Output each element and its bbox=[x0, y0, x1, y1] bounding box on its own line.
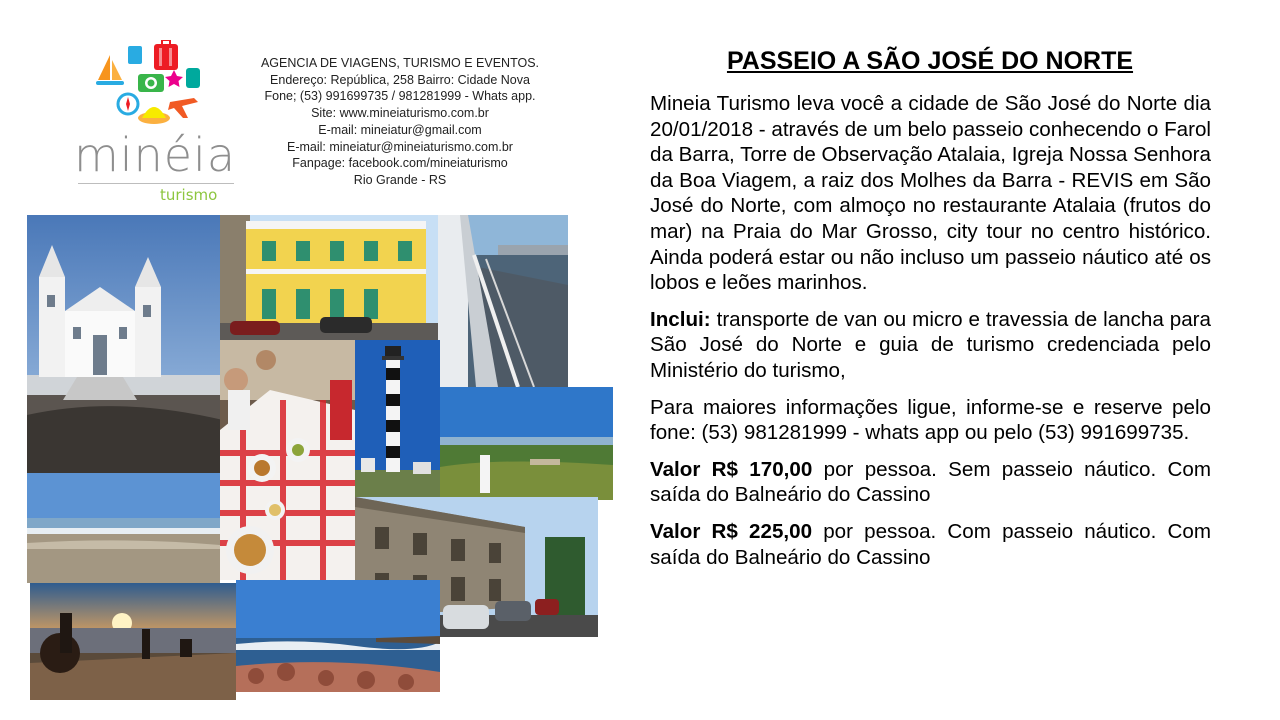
includes-paragraph bbox=[650, 307, 1211, 384]
company-logo bbox=[70, 40, 245, 210]
sunset-fishing-photo bbox=[30, 583, 236, 700]
agency-address: Endereço: República, 258 Bairro: Cidade Nova bbox=[270, 72, 530, 87]
agency-info bbox=[240, 55, 560, 189]
price-1-label: Valor R$ 170,00 bbox=[650, 457, 813, 481]
price-2-text: por pessoa. Com passeio náutico. Com saída do Balneário do Cassino bbox=[650, 519, 1212, 569]
lighthouse-photo bbox=[355, 340, 440, 497]
agency-fanpage[interactable]: Fanpage: facebook.com/mineiaturismo bbox=[292, 156, 508, 171]
includes-text: transporte de van ou micro e travessia de lancha para São José do Norte e guia de turismo credenciada pelo Ministério do turismo, bbox=[650, 307, 1211, 382]
logo-wordmark: minéia bbox=[74, 128, 237, 182]
agency-email[interactable]: E-mail: mineiatur@gmail.com bbox=[318, 122, 482, 137]
price-paragraph-1 bbox=[650, 457, 1211, 508]
observation-view-photo bbox=[440, 387, 613, 500]
logo-subtitle: turismo bbox=[160, 186, 218, 204]
agency-line: AGENCIA DE VIAGENS, TURISMO E EVENTOS. bbox=[260, 56, 540, 70]
page-title: PASSEIO A SÃO JOSÉ DO NORTE bbox=[726, 47, 1134, 75]
logo-divider bbox=[78, 183, 234, 184]
intro-paragraph: Mineia Turismo leva você a cidade de São José do Norte dia 20/01/2018 - através de um belo passeio conhecendo o Farol da Barra, Torre de Observação Atalaia, Igreja Nossa Senhora da Boa Viagem, a raiz dos Molhes da Barra - REVIS em São José do Norte, com almoço no restaurante Atalaia (frutos do mar) na Praia do Mar Grosso, city tour no centro histórico. Ainda poderá estar ou não incluso um passeio náutico até os lobos e leões marinhos. bbox=[650, 92, 1211, 295]
ferry-deck-photo bbox=[438, 215, 568, 387]
agency-phone: Fone; (53) 991699735 / 981281999 - Whats app. bbox=[264, 89, 536, 104]
info-paragraph: Para maiores informações ligue, informe-se e reserve pelo fone: (53) 981281999 - whats app ou pelo (53) 991699735. bbox=[650, 395, 1211, 445]
beach-photo bbox=[27, 473, 220, 583]
includes-label: Inclui: bbox=[650, 307, 711, 331]
tour-description bbox=[650, 91, 1211, 581]
church-photo bbox=[27, 215, 223, 473]
price-paragraph-2 bbox=[650, 519, 1211, 570]
travel-icons-cluster-icon bbox=[70, 40, 245, 140]
agency-site[interactable]: Site: www.mineiaturismo.com.br bbox=[311, 106, 489, 121]
restaurant-table-photo bbox=[220, 340, 355, 580]
price-1-text: por pessoa. Sem passeio náutico. Com saída do Balneário do Cassino bbox=[650, 457, 1211, 507]
agency-city: Rio Grande - RS bbox=[353, 172, 447, 187]
agency-email-2[interactable]: E-mail: mineiatur@mineiaturismo.com.br bbox=[287, 139, 513, 154]
price-2-label: Valor R$ 225,00 bbox=[650, 519, 813, 543]
colonial-building-photo bbox=[220, 215, 438, 340]
breakwater-sea-photo bbox=[236, 580, 440, 692]
